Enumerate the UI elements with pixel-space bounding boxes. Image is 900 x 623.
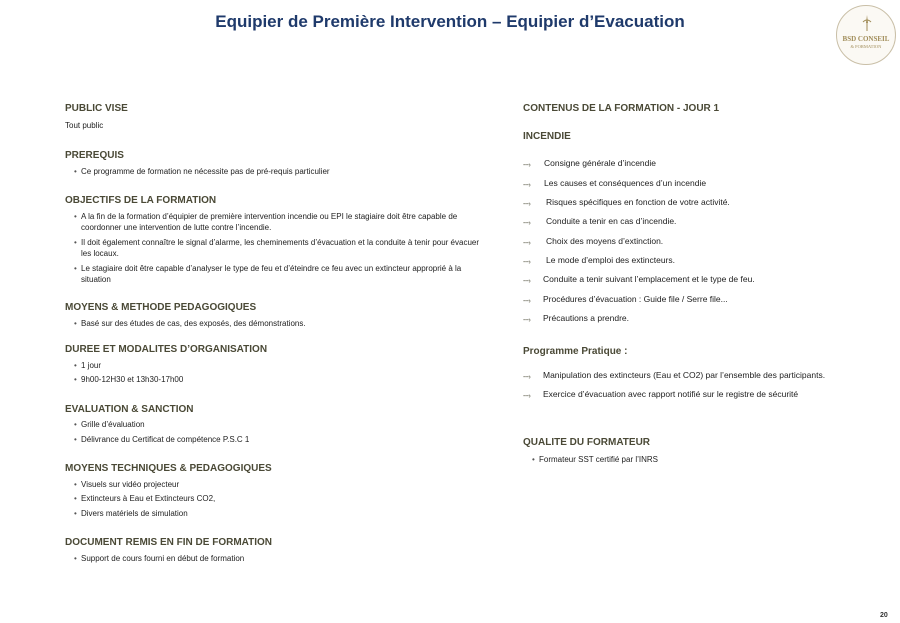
prereq-item: • Ce programme de formation ne nécessite pas de pré-requis particulier — [81, 166, 481, 177]
logo-name: BSD CONSEIL — [842, 35, 890, 43]
page-title: Equipier de Première Intervention – Equipier d’Evacuation — [215, 12, 685, 31]
tech-item: • Visuels sur vidéo projecteur — [81, 479, 481, 490]
qualite-item: • Formateur SST certifié par l’INRS — [539, 454, 879, 465]
arrow-icon: ---› — [523, 240, 531, 247]
eval-item: • Grille d’évaluation — [81, 419, 481, 430]
public-text: Tout public — [65, 121, 104, 130]
tech-heading: MOYENS TECHNIQUES & PEDAGOGIQUES — [65, 463, 272, 474]
incendie-item: Les causes et conséquences d’un incendie — [544, 178, 707, 188]
public-heading: PUBLIC VISE — [65, 103, 128, 114]
qualite-heading: QUALITE DU FORMATEUR — [523, 437, 651, 448]
incendie-item: Choix des moyens d’extinction. — [546, 236, 664, 246]
arrow-icon: ---› — [523, 259, 531, 266]
eval-item: • Délivrance du Certificat de compétence P.S.C 1 — [81, 434, 481, 445]
arrow-icon: ---› — [523, 182, 531, 189]
arrow-icon: ---› — [523, 162, 531, 169]
incendie-item: Procédures d’évacuation : Guide file / Serre file... — [543, 294, 728, 304]
incendie-item: Risques spécifiques en fonction de votre activité. — [546, 197, 730, 207]
page-number: 20 — [880, 612, 888, 619]
arrow-icon: ---› — [523, 220, 531, 227]
duree-item: • 1 jour — [81, 360, 481, 371]
duree-heading: DUREE ET MODALITES D’ORGANISATION — [65, 344, 268, 355]
objectif-item: • A la fin de la formation d’équipier de première intervention incendie ou EPI le stagiaire doit être capable de coordonner une intervention de lutte contre l’incendie. — [81, 211, 481, 233]
doc-item: • Support de cours fourni en début de formation — [81, 553, 481, 564]
tech-item: • Extincteurs à Eau et Extincteurs CO2, — [81, 493, 481, 504]
incendie-item: Le mode d’emploi des extincteurs. — [546, 255, 675, 265]
arrow-icon: ---› — [523, 374, 531, 381]
company-logo — [836, 5, 896, 65]
incendie-item: Consigne générale d’incendie — [544, 158, 656, 168]
logo-subtitle: & FORMATION — [850, 44, 882, 49]
moyens-heading: MOYENS & METHODE PEDAGOGIQUES — [65, 302, 257, 313]
incendie-item: Conduite a tenir suivant l’emplacement et le type de feu. — [543, 274, 755, 284]
arrow-icon: ---› — [523, 201, 531, 208]
arrow-icon: ---› — [523, 393, 531, 400]
logo-emblem-icon — [859, 14, 875, 32]
moyens-item: • Basé sur des études de cas, des exposés, des démonstrations. — [81, 318, 481, 329]
prereq-heading: PREREQUIS — [65, 150, 124, 161]
incendie-heading: INCENDIE — [523, 131, 571, 142]
arrow-icon: ---› — [523, 278, 531, 285]
duree-item: • 9h00-12H30 et 13h30-17h00 — [81, 374, 481, 385]
objectifs-heading: OBJECTIFS DE LA FORMATION — [65, 195, 217, 206]
incendie-item: Conduite a tenir en cas d’incendie. — [546, 216, 677, 226]
arrow-icon: ---› — [523, 298, 531, 305]
tech-item: • Divers matériels de simulation — [81, 508, 481, 519]
objectif-item: • Il doit également connaître le signal d’alarme, les cheminements d’évacuation et la conduite à tenir pour évacuer les locaux. — [81, 237, 481, 259]
incendie-item: Précautions a prendre. — [543, 313, 629, 323]
eval-heading: EVALUATION & SANCTION — [65, 404, 194, 415]
contenus-heading: CONTENUS DE LA FORMATION - JOUR 1 — [523, 103, 720, 114]
pratique-item: Manipulation des extincteurs (Eau et CO2) par l’ensemble des participants. — [543, 370, 826, 380]
arrow-icon: ---› — [523, 317, 531, 324]
pratique-item: Exercice d’évacuation avec rapport notifié sur le registre de sécurité — [543, 389, 799, 399]
objectif-item: • Le stagiaire doit être capable d’analyser le type de feu et d’éteindre ce feu avec un extincteur approprié à la situation — [81, 263, 481, 285]
doc-heading: DOCUMENT REMIS EN FIN DE FORMATION — [65, 537, 273, 548]
pratique-heading: Programme Pratique : — [523, 346, 628, 357]
